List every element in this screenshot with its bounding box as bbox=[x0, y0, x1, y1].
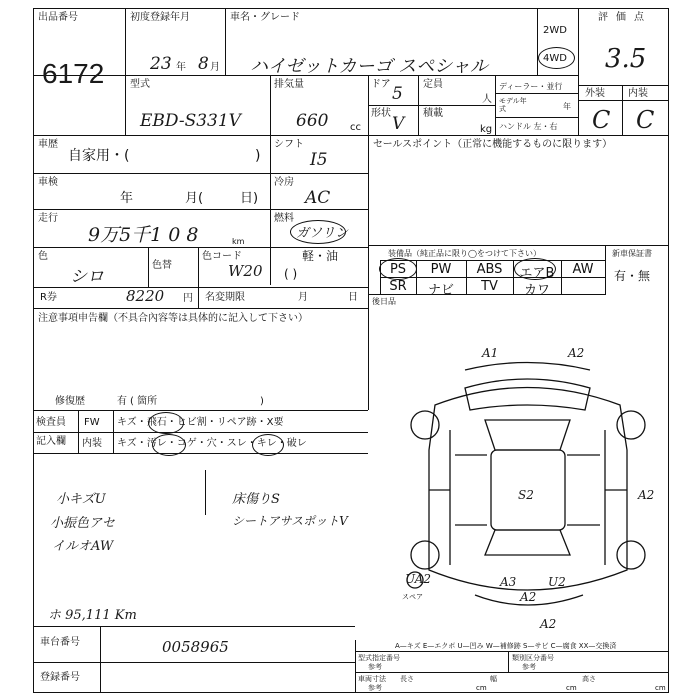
divider bbox=[113, 410, 114, 453]
divider bbox=[380, 260, 605, 261]
mark-ua2: UA2 bbox=[405, 572, 432, 586]
divider bbox=[33, 247, 368, 248]
repair-label: 修復歴 bbox=[55, 396, 85, 407]
remark-left-1: 小キズU bbox=[56, 492, 106, 507]
divider bbox=[495, 93, 578, 94]
cc-unit: cc bbox=[350, 122, 361, 133]
equip-leather: カワ bbox=[523, 283, 550, 298]
notes-label: 注意事項申告欄（不具合內容等は具体的に記入して下さい） bbox=[38, 313, 308, 324]
fw-head: FW bbox=[84, 417, 100, 428]
divider bbox=[33, 626, 355, 627]
mark-a2-rear: A2 bbox=[520, 590, 537, 604]
month-unit: 月 bbox=[210, 62, 220, 73]
cooling-label: 冷房 bbox=[274, 177, 294, 188]
score-label: 評価点 bbox=[598, 12, 652, 23]
divider bbox=[33, 453, 368, 454]
kg-unit: kg bbox=[480, 124, 493, 135]
divider bbox=[33, 173, 368, 174]
equip-tv: TV bbox=[481, 279, 498, 294]
mileage-label: 走行 bbox=[38, 213, 58, 224]
color-change-label: 色替 bbox=[152, 260, 172, 271]
equip-navi: ナビ bbox=[427, 283, 454, 298]
dealer-label: ディーラー・並行 bbox=[499, 82, 563, 91]
mark-a2-front: A2 bbox=[568, 346, 585, 360]
history-close: ) bbox=[255, 148, 261, 164]
model-year-unit: 年 bbox=[563, 102, 571, 111]
shift-label: シフト bbox=[274, 139, 304, 150]
divider bbox=[368, 105, 495, 106]
divider bbox=[578, 100, 669, 101]
sales-point-label: セールスポイント（正常に機能するものに限ります） bbox=[373, 139, 613, 150]
mark-circle bbox=[252, 434, 284, 456]
drive-2wd: 2WD bbox=[543, 25, 567, 36]
divider bbox=[495, 75, 496, 135]
spare-label: スペア bbox=[402, 593, 423, 601]
width-cm: cm bbox=[566, 684, 577, 692]
rear-seat-label: 後日品 bbox=[372, 297, 396, 306]
ps-circle bbox=[379, 258, 417, 280]
divider bbox=[125, 8, 126, 135]
lot-number: 6172 bbox=[42, 58, 105, 89]
displacement-label: 排気量 bbox=[274, 79, 304, 90]
mark-a1: A1 bbox=[482, 346, 499, 360]
inspection-day: 日) bbox=[240, 191, 259, 206]
color-label: 色 bbox=[38, 251, 48, 262]
equip-aw: AW bbox=[572, 262, 594, 277]
interior-text: キズ・汚レ・コゲ・穴・スレ・キレ・破レ bbox=[117, 438, 307, 449]
mark-circle bbox=[148, 412, 184, 434]
model-label: 型式 bbox=[130, 79, 150, 90]
class-label: 類別区分番号 bbox=[512, 654, 554, 662]
equip-airbag: エアB bbox=[519, 266, 555, 281]
recycle-label: R券 bbox=[40, 292, 57, 303]
divider bbox=[537, 8, 538, 75]
divider bbox=[33, 410, 368, 411]
divider bbox=[33, 662, 355, 663]
divider bbox=[368, 245, 669, 246]
inspection-year: 年 bbox=[120, 191, 134, 206]
yen-unit: 円 bbox=[183, 293, 193, 304]
km-unit: km bbox=[232, 237, 245, 246]
color-code-value: W20 bbox=[228, 262, 263, 280]
divider bbox=[355, 640, 356, 693]
interior-value: C bbox=[636, 106, 655, 134]
mark-a2-bottom: A2 bbox=[540, 617, 557, 631]
airbag-circle bbox=[514, 258, 556, 280]
remark-mileage: ホ 95,111 Km bbox=[48, 608, 137, 623]
chassis-label: 車台番号 bbox=[40, 637, 80, 648]
name-change-month: 月 bbox=[298, 292, 308, 303]
door-value: 5 bbox=[392, 84, 403, 104]
divider bbox=[198, 247, 199, 287]
remark-left-2: 小振色アセ bbox=[50, 516, 115, 531]
color-value: シロ bbox=[70, 267, 104, 287]
divider bbox=[33, 209, 368, 210]
year-unit: 年 bbox=[176, 62, 186, 73]
length-label: 長さ bbox=[400, 675, 414, 683]
registration-year: 23 bbox=[150, 54, 172, 74]
displacement-value: 660 bbox=[296, 111, 329, 131]
equip-ps: PS bbox=[389, 262, 407, 277]
capacity-label: 定員 bbox=[423, 79, 443, 90]
divider bbox=[33, 308, 368, 309]
height-label: 高さ bbox=[582, 675, 596, 683]
repair-close: ) bbox=[260, 396, 264, 407]
registration-month: 8 bbox=[198, 54, 209, 74]
divider bbox=[578, 8, 579, 135]
mark-u2: U2 bbox=[548, 575, 566, 589]
divider bbox=[622, 85, 623, 135]
divider bbox=[355, 651, 669, 652]
designation-label: 型式指定番号 bbox=[358, 654, 400, 662]
divider bbox=[495, 117, 578, 118]
name-change-day: 日 bbox=[348, 292, 358, 303]
width-label: 幅 bbox=[490, 675, 497, 683]
color-code-label: 色コード bbox=[202, 251, 242, 262]
repair-paren: ( 箇所 bbox=[130, 396, 158, 407]
inspector-label-2: 記入欄 bbox=[36, 436, 66, 447]
history-label: 車歴 bbox=[38, 139, 58, 150]
divider bbox=[33, 287, 368, 288]
divider bbox=[380, 277, 605, 278]
divider bbox=[205, 470, 206, 515]
handle-label: ハンドル 左・右 bbox=[499, 122, 558, 131]
chassis-value: 0058965 bbox=[162, 638, 229, 656]
remark-right-1: 床傷りS bbox=[232, 492, 280, 507]
fuel-option: 軽・油 bbox=[302, 249, 339, 263]
divider bbox=[578, 85, 669, 86]
interior-label: 内装 bbox=[628, 88, 648, 99]
car-name-label: 車名・グレード bbox=[230, 12, 300, 23]
model-value: EBD-S331V bbox=[140, 111, 241, 131]
fuel-circle bbox=[290, 220, 349, 244]
divider bbox=[355, 672, 669, 673]
drive-4wd-circle bbox=[538, 47, 575, 69]
damage-legend: A—キズ E—エクボ U—凹み W—補修跡 S—サビ C—腐食 XX—交換済 bbox=[395, 642, 617, 650]
fuel-label: 燃料 bbox=[274, 213, 294, 224]
divider bbox=[368, 135, 369, 410]
exterior-value: C bbox=[592, 106, 611, 134]
divider bbox=[33, 135, 669, 136]
door-label: ドア bbox=[371, 79, 391, 90]
divider bbox=[198, 287, 199, 308]
cooling-value: AC bbox=[305, 188, 331, 208]
person-unit: 人 bbox=[482, 94, 492, 105]
height-cm: cm bbox=[655, 684, 666, 692]
mileage-value: 9万5千1 0 8 bbox=[88, 224, 199, 246]
lot-label: 出品番号 bbox=[38, 12, 78, 23]
size-label: 車両寸法 bbox=[358, 675, 386, 683]
divider bbox=[605, 245, 606, 295]
divider bbox=[508, 651, 509, 672]
divider bbox=[270, 135, 271, 285]
inspector-label-1: 検査員 bbox=[36, 417, 66, 428]
score-value: 3.5 bbox=[605, 44, 647, 74]
designation-ref: 参考 bbox=[368, 663, 382, 671]
equip-sr: SR bbox=[389, 279, 407, 294]
divider bbox=[270, 75, 271, 135]
divider bbox=[225, 8, 226, 75]
warranty-value: 有・無 bbox=[614, 269, 651, 283]
fuel-value: ガソリン bbox=[296, 226, 349, 241]
fuel-paren: ( ) bbox=[284, 267, 298, 281]
shift-value: I5 bbox=[310, 150, 328, 170]
mark-circle bbox=[152, 434, 186, 456]
fw-text: キズ・飛石・ヒビ割・リペア跡・X要 bbox=[117, 417, 284, 428]
interior-head: 内装 bbox=[82, 438, 102, 449]
plate-label: 登録番号 bbox=[40, 672, 80, 683]
equipment-label: 装備品（純正品に限り◯をつけて下さい） bbox=[388, 249, 541, 258]
divider bbox=[100, 626, 101, 693]
repair-value: 有 bbox=[117, 396, 127, 407]
shape-value: V bbox=[392, 114, 405, 134]
divider bbox=[148, 247, 149, 287]
car-name-value: ハイゼットカーゴ スペシャル bbox=[250, 56, 488, 77]
warranty-label: 新車保証書 bbox=[612, 249, 652, 258]
remark-left-3: イルオAW bbox=[52, 539, 114, 554]
model-year-label: モデル年式 bbox=[499, 97, 527, 113]
equip-abs: ABS bbox=[476, 262, 503, 277]
history-value: 自家用・( bbox=[68, 148, 130, 164]
drive-4wd: 4WD bbox=[543, 53, 567, 64]
mark-s2-roof: S2 bbox=[518, 488, 534, 502]
equip-pw: PW bbox=[430, 262, 452, 277]
shape-label: 形状 bbox=[371, 108, 391, 119]
name-change-label: 名変期限 bbox=[205, 292, 245, 303]
exterior-label: 外装 bbox=[585, 88, 605, 99]
load-label: 積載 bbox=[423, 108, 443, 119]
remark-right-2: シートアサスポットV bbox=[232, 514, 348, 528]
recycle-value: 8220 bbox=[126, 287, 165, 305]
inspection-label: 車検 bbox=[38, 177, 58, 188]
mark-a2-side: A2 bbox=[638, 488, 655, 502]
registration-label: 初度登録年月 bbox=[130, 12, 190, 23]
divider bbox=[78, 410, 79, 453]
divider bbox=[33, 432, 368, 433]
inspection-month: 月( bbox=[185, 191, 204, 206]
length-cm: cm bbox=[476, 684, 487, 692]
divider bbox=[368, 294, 605, 295]
size-ref: 参考 bbox=[368, 684, 382, 692]
class-ref: 参考 bbox=[522, 663, 536, 671]
mark-a3: A3 bbox=[500, 575, 517, 589]
